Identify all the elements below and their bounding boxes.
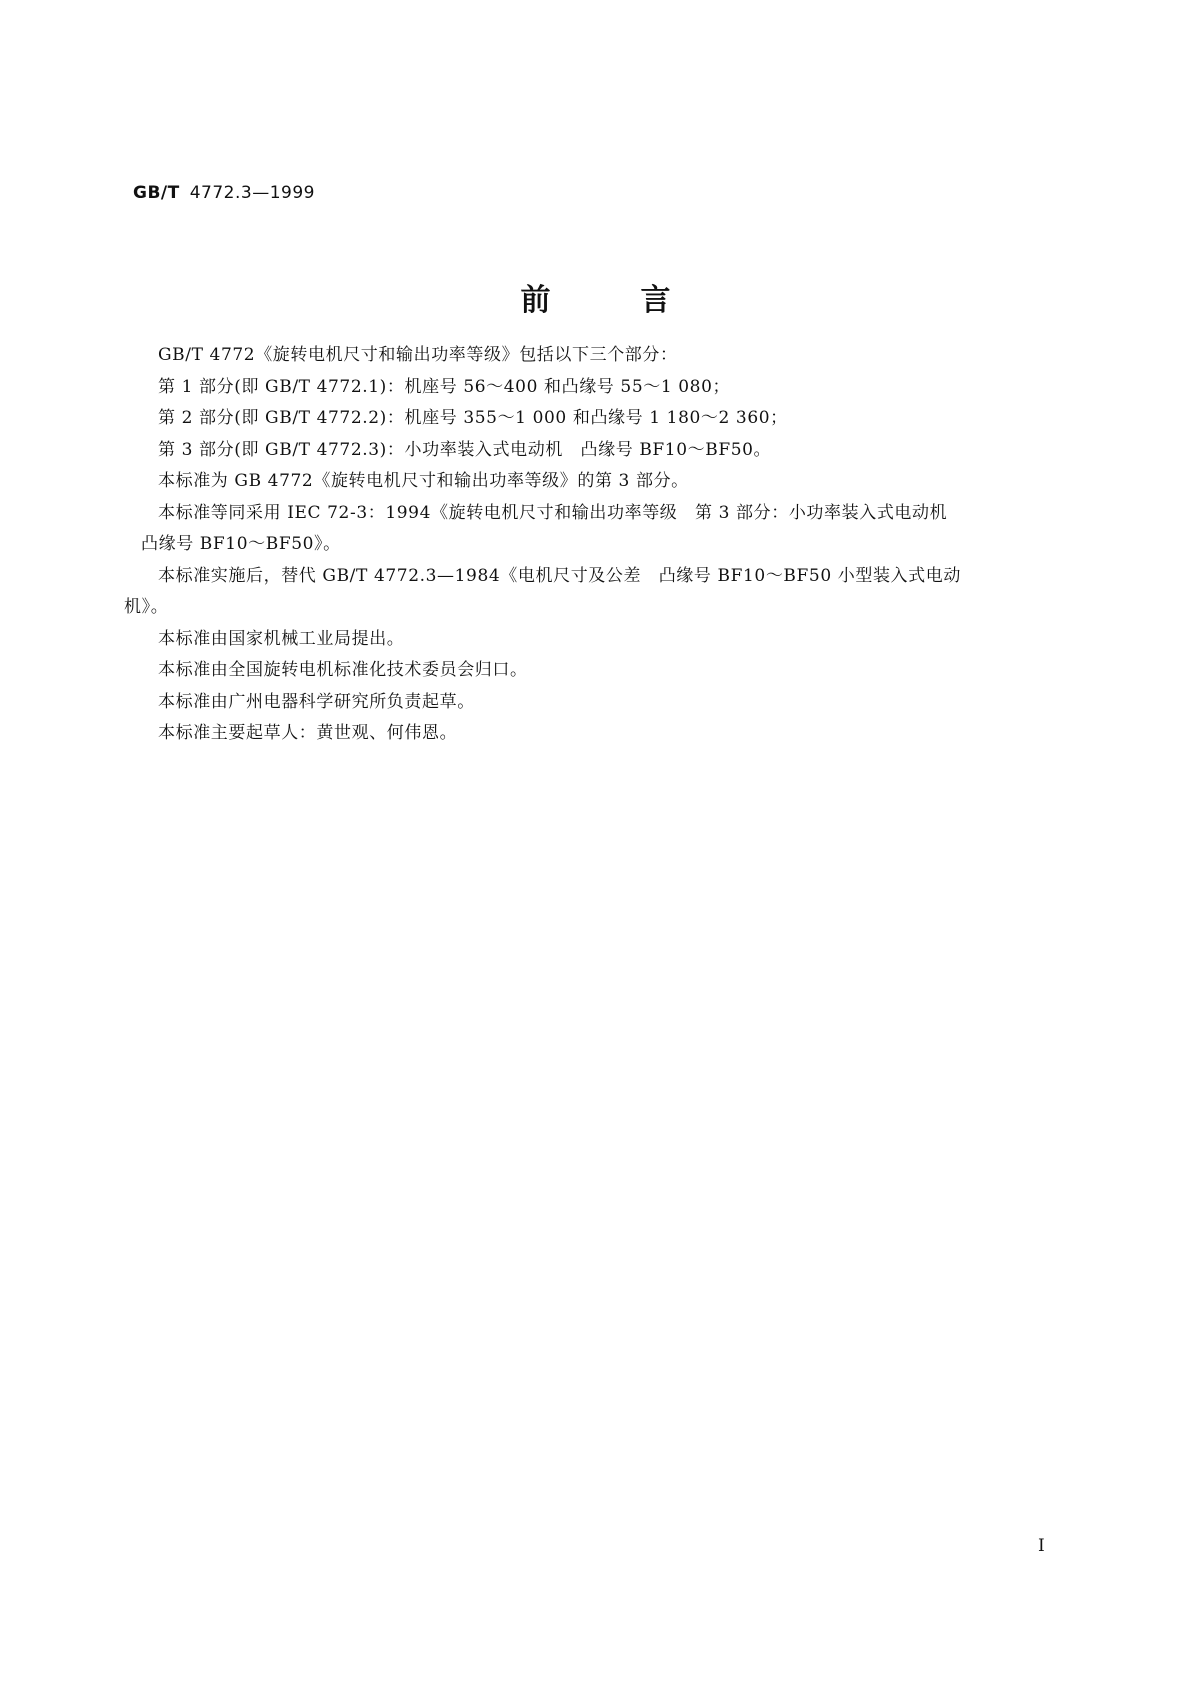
- paragraph-intro: GB/T 4772《旋转电机尺寸和输出功率等级》包括以下三个部分：: [158, 345, 678, 365]
- paragraph-standard-part: 本标准为 GB 4772《旋转电机尺寸和输出功率等级》的第 3 部分。: [158, 471, 689, 491]
- paragraph-proposed-by: 本标准由国家机械工业局提出。: [158, 628, 405, 649]
- page-number: I: [1038, 1536, 1045, 1556]
- paragraph-replacement-line1: 本标准实施后，替代 GB/T 4772.3—1984《电机尺寸及公差 凸缘号 BF10～BF50 小型装入式电动: [158, 565, 961, 586]
- foreword-body: [124, 340, 1068, 750]
- standard-code-header: [133, 183, 315, 203]
- paragraph-replacement-line2: 机》。: [124, 597, 169, 617]
- standard-prefix: GB/T: [133, 183, 180, 203]
- paragraph-drafted-by: 本标准由广州电器科学研究所负责起草。: [158, 691, 475, 712]
- paragraph-replacement: [124, 561, 1068, 624]
- standard-number: 4772.3—1999: [189, 183, 315, 203]
- paragraph-part2: 第 2 部分(即 GB/T 4772.2)：机座号 355～1 000 和凸缘号 1 180～2 360；: [158, 408, 788, 428]
- paragraph-iec-adoption-line1: 本标准等同采用 IEC 72-3：1994《旋转电机尺寸和输出功率等级 第 3 部分：小功率装入式电动机: [158, 502, 948, 523]
- page-title: 前言: [520, 283, 761, 318]
- paragraph-iec-adoption-line2: 凸缘号 BF10～BF50》。: [141, 534, 341, 554]
- paragraph-centralized-by: 本标准由全国旋转电机标准化技术委员会归口。: [158, 660, 528, 680]
- paragraph-drafters: 本标准主要起草人：黄世观、何伟恩。: [158, 723, 458, 743]
- paragraph-part1: 第 1 部分(即 GB/T 4772.1)：机座号 56～400 和凸缘号 55～1 080；: [158, 376, 731, 397]
- paragraph-iec-adoption: [124, 498, 1068, 561]
- paragraph-part3: 第 3 部分(即 GB/T 4772.3)：小功率装入式电动机 凸缘号 BF10～BF50。: [158, 439, 772, 460]
